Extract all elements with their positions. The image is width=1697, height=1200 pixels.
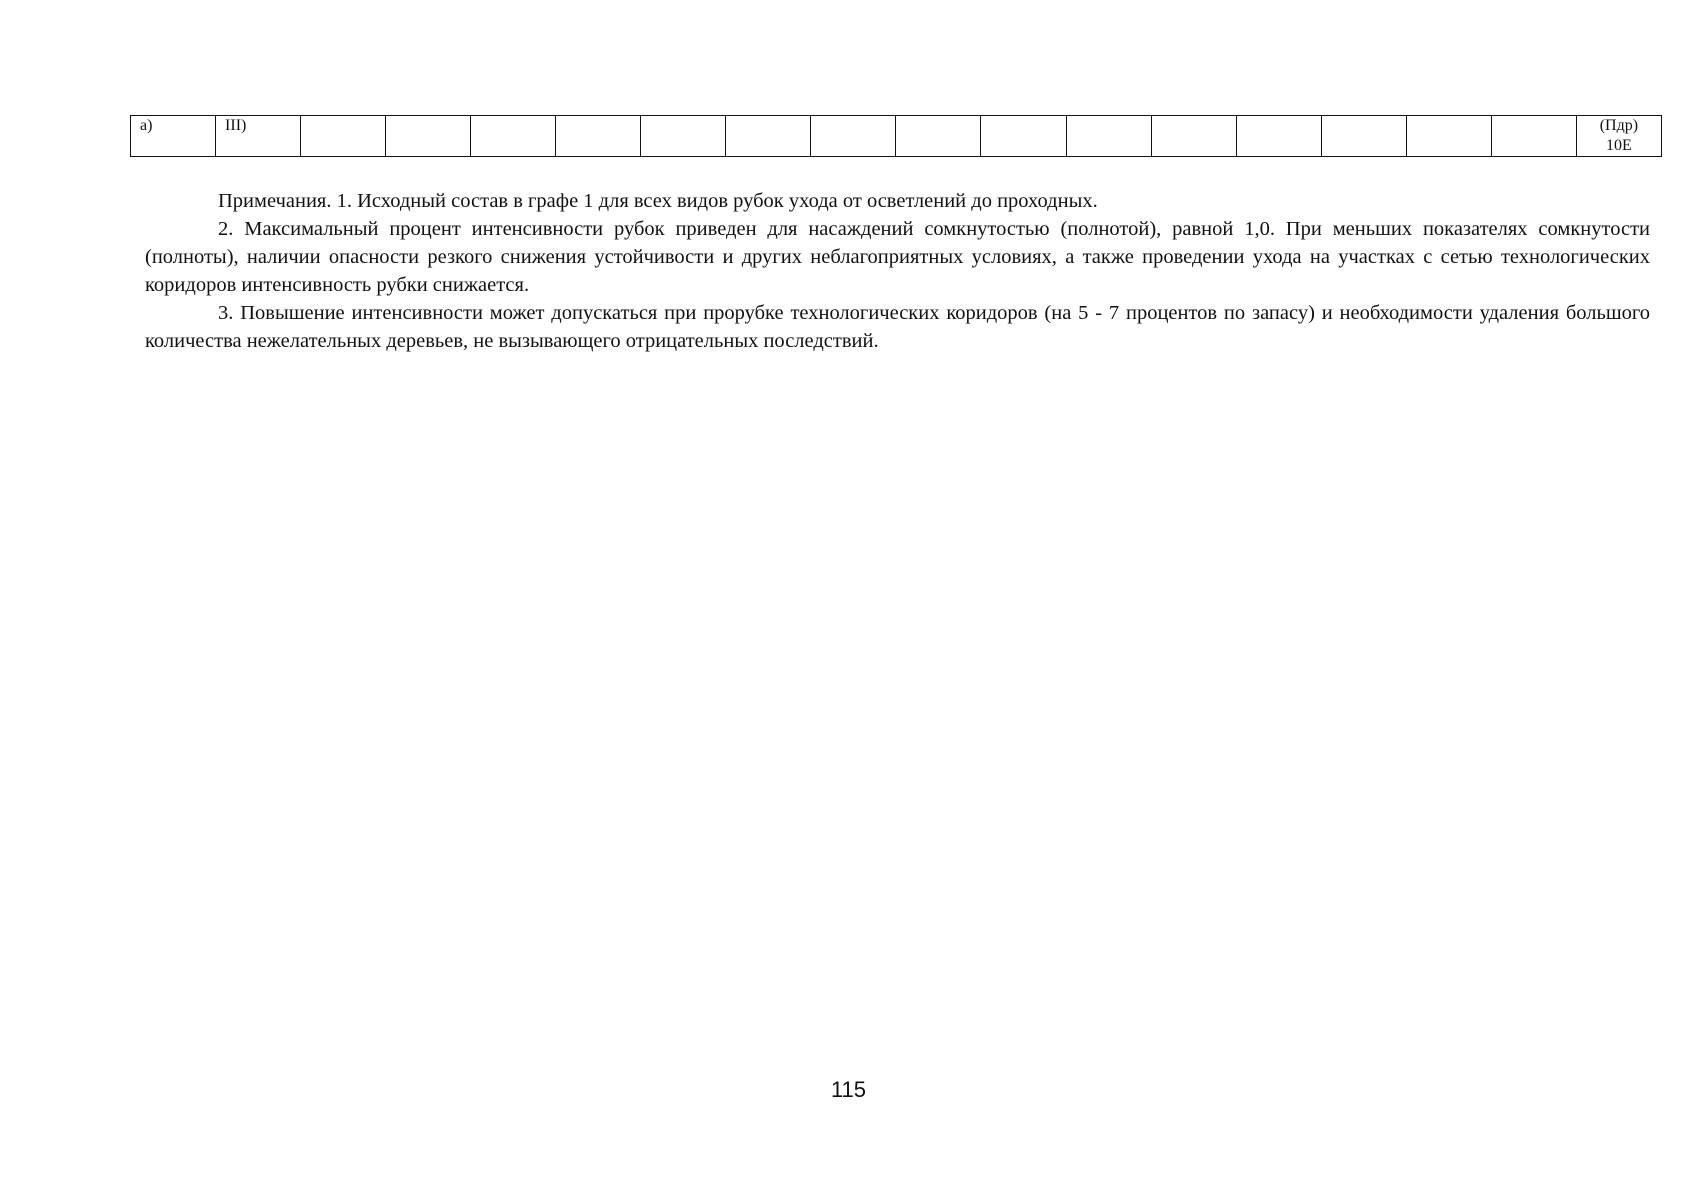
table-cell: [641, 116, 726, 157]
notes-section: [145, 187, 1650, 355]
table-cell: [896, 116, 981, 157]
table-cell: [726, 116, 811, 157]
table-cell: [1236, 116, 1321, 157]
table-cell: [1406, 116, 1491, 157]
table-cell: [981, 116, 1066, 157]
table-cell: [1066, 116, 1151, 157]
composition-line-2: 10Е: [1606, 137, 1632, 154]
table-cell: III): [216, 116, 301, 157]
note-1: Примечания. 1. Исходный состав в графе 1 для всех видов рубок ухода от осветлений до проходных.: [218, 190, 1098, 212]
table-cell: [1491, 116, 1576, 157]
table-cell: [811, 116, 896, 157]
table-cell: [556, 116, 641, 157]
composition-line-1: (Пдр): [1599, 117, 1639, 134]
data-table: [130, 115, 1662, 157]
table-cell: [386, 116, 471, 157]
table-cell: [1151, 116, 1236, 157]
table-cell: [471, 116, 556, 157]
note-3: 3. Повышение интенсивности может допускаться при прорубке технологических коридоров (на 5 - 7 процентов по запасу) и необходимости удаления большого количества нежелательных деревьев, не вызывающего отрицательных последствий.: [145, 302, 1650, 352]
table-cell-composition: [1576, 116, 1661, 157]
table-cell: [1321, 116, 1406, 157]
table-row: [131, 116, 1662, 157]
table-cell: а): [131, 116, 216, 157]
page-number: 115: [830, 1077, 867, 1102]
note-2: 2. Максимальный процент интенсивности рубок приведен для насаждений сомкнутостью (полнотой), равной 1,0. При меньших показателях сомкнутости (полноты), наличии опасности резкого снижения устойчивости и других неблагоприятных условиях, а также проведении ухода на участках с сетью технологических коридоров интенсивность рубки снижается.: [145, 218, 1650, 296]
table-cell: [301, 116, 386, 157]
